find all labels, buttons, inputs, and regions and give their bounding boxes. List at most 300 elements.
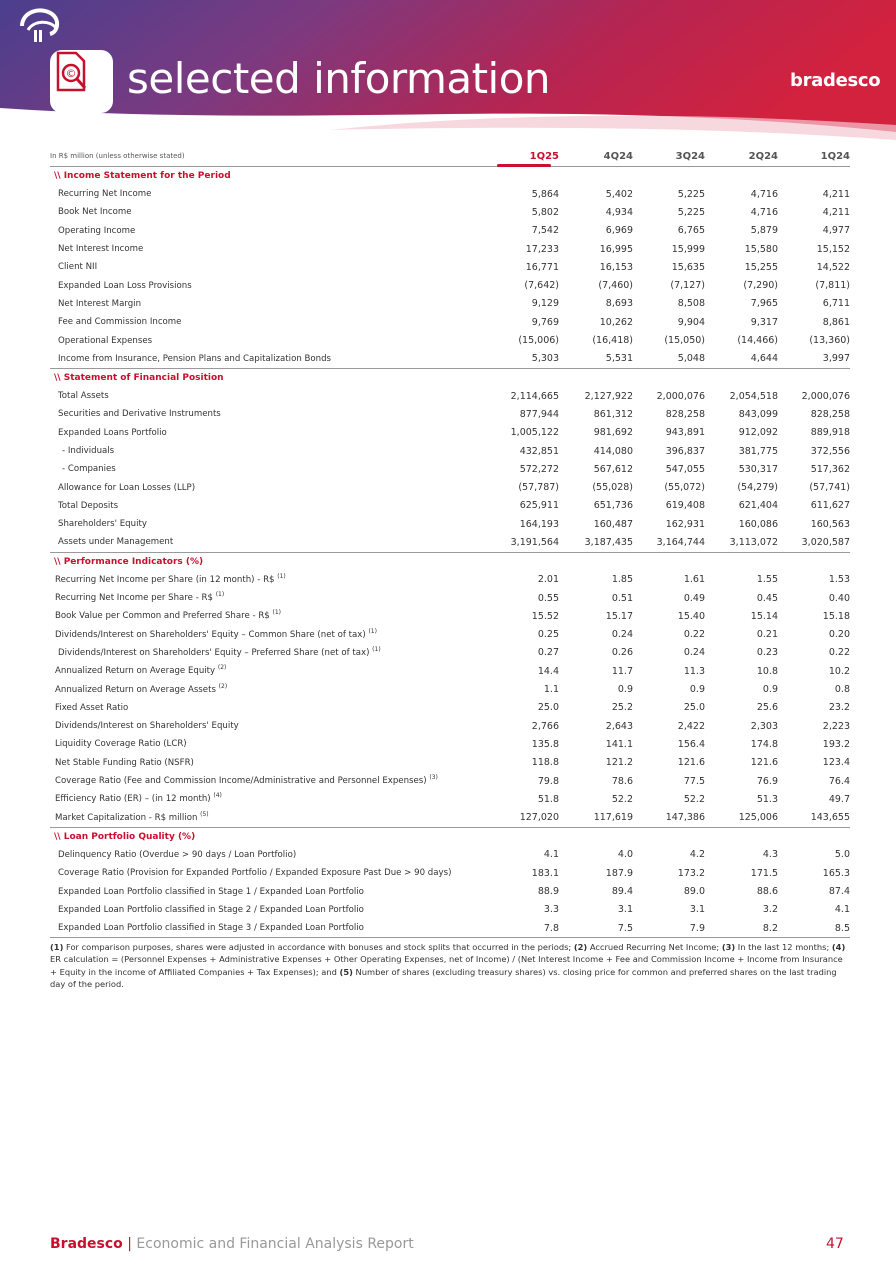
row-label-text: Expanded Loan Portfolio classified in Stage 2 / Expanded Loan Portfolio — [58, 904, 364, 915]
cell-value: 396,837 — [665, 445, 705, 457]
cell-value: 4,716 — [750, 188, 778, 200]
cell-value: 9,129 — [531, 298, 559, 310]
footnote-text: For comparison purposes, shares were adjusted in accordance with bonuses and stock splits that occurred in the periods; — [63, 942, 574, 952]
cell-value: 2,303 — [750, 720, 778, 732]
row-label — [50, 809, 488, 828]
column-header-1q24: 1Q24 — [820, 150, 850, 162]
cell-value: 23.2 — [828, 702, 850, 714]
cell-value: 193.2 — [822, 738, 850, 750]
cell-value: 0.55 — [537, 592, 559, 604]
cell-value: 5,048 — [633, 350, 705, 369]
column-header-1q25: 1Q25 — [488, 146, 559, 167]
cell-value: 0.40 — [828, 592, 850, 604]
table-header-row — [50, 146, 850, 167]
cell-value: 5,879 — [750, 225, 778, 237]
row-label-text: Fixed Asset Ratio — [55, 702, 129, 713]
row-label — [50, 258, 488, 276]
bradesco-logo-icon — [0, 0, 82, 70]
cell-value: 10.2 — [828, 665, 850, 677]
cell-value: 121.2 — [605, 757, 633, 769]
cell-value: (15,006) — [518, 335, 559, 347]
cell-value: 0.24 — [683, 647, 705, 659]
cell-value: 3,164,744 — [633, 533, 705, 552]
cell-value: (7,127) — [670, 280, 705, 292]
selected-information-table — [50, 146, 850, 938]
footnote-text: Accrued Recurring Net Income; — [587, 942, 722, 952]
cell-value: 15.52 — [531, 610, 559, 622]
cell-value: 164,193 — [519, 518, 559, 530]
cell-value: 4.2 — [689, 849, 705, 861]
cell-value: 183.1 — [531, 867, 559, 879]
cell-value: 619,408 — [665, 500, 705, 512]
cell-value: 87.4 — [828, 886, 850, 898]
table-row — [50, 331, 850, 349]
row-label — [50, 607, 488, 625]
table-row — [50, 680, 850, 698]
cell-value: 174.8 — [750, 738, 778, 750]
cell-value: 432,851 — [519, 445, 559, 457]
section-title: \\ Performance Indicators (%) — [54, 556, 204, 567]
cell-value: 5,864 — [531, 188, 559, 200]
row-label — [50, 754, 488, 772]
cell-value: 0.21 — [756, 629, 778, 641]
cell-value: 0.51 — [611, 592, 633, 604]
cell-value: 4.1 — [543, 849, 559, 861]
table-row — [50, 772, 850, 790]
footnote-ref: (3) — [429, 774, 438, 782]
footnote-ref: (1) — [215, 591, 225, 599]
footnote-ref: (1) — [277, 572, 286, 580]
footnote — [50, 941, 850, 991]
cell-value: 3,997 — [778, 350, 850, 369]
row-label — [50, 478, 488, 496]
cell-value: 5,225 — [677, 188, 705, 200]
section-header — [50, 827, 850, 846]
footnote-marker: (4) — [831, 942, 846, 952]
cell-value: 651,736 — [593, 500, 633, 512]
cell-value: 4,211 — [822, 188, 850, 200]
table-row — [50, 809, 850, 828]
row-label — [50, 699, 488, 717]
column-header-3q24: 3Q24 — [675, 150, 705, 162]
cell-value: (16,418) — [592, 335, 633, 347]
cell-value: 1.53 — [828, 574, 850, 586]
cell-value: 11.7 — [611, 665, 633, 677]
cell-value: (55,028) — [592, 482, 633, 494]
cell-value: 2,000,076 — [801, 390, 850, 402]
section-title: \\ Loan Portfolio Quality (%) — [54, 831, 196, 842]
unit-note: In R$ million (unless otherwise stated) — [50, 152, 185, 160]
cell-value: 14,522 — [816, 261, 850, 273]
cell-value: 3.3 — [543, 904, 559, 916]
cell-value: 0.22 — [828, 647, 850, 659]
cell-value: 123.4 — [822, 757, 850, 769]
row-label — [50, 589, 488, 607]
cell-value: 7.5 — [559, 919, 633, 938]
footnote-text: In the last 12 months; — [735, 942, 832, 952]
cell-value: 117,619 — [559, 809, 633, 828]
table-row — [50, 515, 850, 533]
cell-value: 52.2 — [683, 793, 705, 805]
cell-value: 10.8 — [756, 665, 778, 677]
row-label-text: Expanded Loans Portfolio — [58, 427, 167, 438]
table-row — [50, 607, 850, 625]
cell-value: 0.24 — [611, 629, 633, 641]
footnote-marker: (1) — [50, 942, 64, 952]
cell-value: 76.4 — [828, 775, 850, 787]
table-row — [50, 424, 850, 442]
cell-value: 25.6 — [756, 702, 778, 714]
cell-value: (7,811) — [815, 280, 850, 292]
cell-value: 530,317 — [738, 463, 778, 475]
cell-value: 160,487 — [593, 518, 633, 530]
cell-value: 381,775 — [738, 445, 778, 457]
cell-value: 889,918 — [810, 427, 850, 439]
table-row — [50, 240, 850, 258]
cell-value: 125,006 — [705, 809, 778, 828]
column-header-2q24: 2Q24 — [748, 150, 778, 162]
row-label — [50, 240, 488, 258]
row-label — [50, 772, 488, 790]
cell-value: 160,563 — [810, 518, 850, 530]
footnote-marker: (5) — [339, 966, 353, 977]
row-label — [50, 626, 488, 644]
cell-value: 77.5 — [683, 775, 705, 787]
cell-value: 1,005,122 — [510, 427, 559, 439]
row-label-text: Market Capitalization - R$ million — [55, 812, 198, 823]
cell-value: 0.9 — [617, 684, 633, 696]
row-label — [50, 717, 488, 735]
cell-value: 2,127,922 — [584, 390, 633, 402]
table-row — [50, 626, 850, 644]
cell-value: 5,802 — [531, 206, 559, 218]
cell-value: 8,861 — [822, 316, 850, 328]
cell-value: 621,404 — [738, 500, 778, 512]
row-label — [50, 644, 488, 662]
footnote-ref: (1) — [272, 609, 282, 617]
row-label-text: Liquidity Coverage Ratio (LCR) — [55, 739, 187, 750]
cell-value: 3,020,587 — [778, 533, 850, 552]
row-label — [50, 497, 488, 515]
table-row — [50, 350, 850, 369]
footnote-ref: (1) — [368, 627, 377, 635]
cell-value: 17,233 — [525, 243, 559, 255]
cell-value: 14.4 — [537, 665, 559, 677]
row-label-text: Allowance for Loan Losses (LLP) — [58, 482, 196, 493]
row-label-text: Operational Expenses — [58, 335, 153, 346]
row-label — [50, 919, 488, 938]
row-label-text: Dividends/Interest on Shareholders' Equity – Preferred Share (net of tax) — [58, 647, 370, 658]
cell-value: 15.14 — [750, 610, 778, 622]
cell-value: 6,969 — [605, 225, 633, 237]
cell-value: 147,386 — [633, 809, 705, 828]
cell-value: (54,279) — [737, 482, 778, 494]
row-label-text: Operating Income — [58, 225, 136, 236]
cell-value: 625,911 — [519, 500, 559, 512]
cell-value: 15,999 — [671, 243, 705, 255]
cell-value: 4,977 — [822, 225, 850, 237]
cell-value: 76.9 — [756, 775, 778, 787]
cell-value: 88.6 — [756, 886, 778, 898]
cell-value: 49.7 — [828, 793, 850, 805]
cell-value: 25.0 — [683, 702, 705, 714]
section-header — [50, 552, 850, 571]
row-label-text: Client NII — [58, 262, 98, 273]
table-row — [50, 405, 850, 423]
cell-value: 1.61 — [683, 574, 705, 586]
cell-value: 0.8 — [834, 684, 850, 696]
cell-value: 25.2 — [611, 702, 633, 714]
table-row — [50, 295, 850, 313]
cell-value: (7,290) — [743, 280, 778, 292]
cell-value: 165.3 — [822, 867, 850, 879]
row-label — [50, 405, 488, 423]
cell-value: 2,114,665 — [510, 390, 559, 402]
table-row — [50, 735, 850, 753]
cell-value: 2,766 — [531, 720, 559, 732]
cell-value: 16,995 — [599, 243, 633, 255]
cell-value: 187.9 — [605, 867, 633, 879]
cell-value: 4,211 — [822, 206, 850, 218]
cell-value: 8,508 — [677, 298, 705, 310]
row-label — [50, 571, 488, 589]
row-label-text: Book Value per Common and Preferred Share - R$ — [55, 611, 270, 622]
cell-value: 127,020 — [488, 809, 559, 828]
cell-value: 1.1 — [543, 684, 559, 696]
row-label-text: - Individuals — [62, 446, 115, 456]
row-label-text: - Companies — [62, 464, 116, 475]
row-label — [50, 350, 488, 369]
table-row — [50, 846, 850, 864]
cell-value: 2,054,518 — [729, 390, 778, 402]
cell-value: 121.6 — [750, 757, 778, 769]
cell-value: 943,891 — [665, 427, 705, 439]
cell-value: 9,317 — [750, 316, 778, 328]
cell-value: 8.5 — [778, 919, 850, 938]
cell-value: 51.3 — [756, 793, 778, 805]
cell-value: 121.6 — [677, 757, 705, 769]
row-label — [50, 515, 488, 533]
cell-value: 162,931 — [665, 518, 705, 530]
row-label — [50, 735, 488, 753]
cell-value: 51.8 — [537, 793, 559, 805]
row-label-text: Dividends/Interest on Shareholders' Equity — [55, 721, 239, 732]
row-label-text: Dividends/Interest on Shareholders' Equity – Common Share (net of tax) — [55, 629, 366, 640]
footnote-ref: (1) — [372, 645, 381, 653]
row-label — [50, 460, 488, 478]
table-body — [50, 167, 850, 938]
cell-value: 5,303 — [488, 350, 559, 369]
cell-value: 5,531 — [559, 350, 633, 369]
table-row — [50, 222, 850, 240]
row-label — [50, 203, 488, 221]
row-label — [50, 424, 488, 442]
table-row — [50, 258, 850, 276]
cell-value: 88.9 — [537, 886, 559, 898]
cell-value: 4.1 — [834, 904, 850, 916]
cell-value: 15,635 — [671, 261, 705, 273]
table-row — [50, 882, 850, 900]
section-title: \\ Income Statement for the Period — [54, 171, 231, 181]
row-label — [50, 790, 488, 808]
table-row — [50, 276, 850, 294]
section-header — [50, 368, 850, 387]
table-row — [50, 571, 850, 589]
cell-value: 912,092 — [738, 427, 778, 439]
table-row — [50, 478, 850, 496]
row-label — [50, 901, 488, 919]
row-label-text: Expanded Loan Portfolio classified in Stage 1 / Expanded Loan Portfolio — [58, 886, 364, 897]
footer-separator: | — [122, 1236, 137, 1252]
table-row — [50, 644, 850, 662]
row-label-text: Coverage Ratio (Fee and Commission Income/Administrative and Personnel Expenses) — [55, 776, 427, 787]
footnote-ref: (2) — [218, 682, 228, 690]
row-label-text: Net Interest Income — [58, 244, 144, 255]
cell-value: (14,466) — [737, 335, 778, 347]
page-number: 47 — [826, 1236, 844, 1252]
cell-value: 15,255 — [744, 261, 778, 273]
cell-value: 0.49 — [683, 592, 705, 604]
table-row — [50, 185, 850, 203]
cell-value: 5,402 — [605, 188, 633, 200]
cell-value: 611,627 — [810, 500, 850, 512]
cell-value: 143,655 — [778, 809, 850, 828]
row-label-text: Expanded Loan Portfolio classified in Stage 3 / Expanded Loan Portfolio — [58, 923, 364, 934]
cell-value: 118.8 — [531, 757, 559, 769]
row-label-text: Efficiency Ratio (ER) – (in 12 month) — [55, 794, 211, 805]
cell-value: 0.9 — [689, 684, 705, 696]
table-row — [50, 533, 850, 552]
cell-value: 52.2 — [611, 793, 633, 805]
cell-value: 5,225 — [677, 206, 705, 218]
cell-value: (7,460) — [598, 280, 633, 292]
cell-value: 7,542 — [531, 225, 559, 237]
row-label — [50, 331, 488, 349]
row-label — [50, 185, 488, 203]
table-row — [50, 387, 850, 405]
cell-value: 4,644 — [705, 350, 778, 369]
cell-value: 843,099 — [738, 408, 778, 420]
cell-value: 8.2 — [705, 919, 778, 938]
cell-value: 0.27 — [537, 647, 559, 659]
cell-value: 861,312 — [593, 408, 633, 420]
cell-value: 9,769 — [531, 316, 559, 328]
row-label-text: Total Assets — [58, 391, 109, 402]
table-row — [50, 442, 850, 460]
cell-value: 6,765 — [677, 225, 705, 237]
cell-value: 4,716 — [750, 206, 778, 218]
cell-value: 171.5 — [750, 867, 778, 879]
cell-value: 0.26 — [611, 647, 633, 659]
row-label — [50, 533, 488, 552]
cell-value: 160,086 — [738, 518, 778, 530]
cell-value: 2,223 — [822, 720, 850, 732]
footer-brand: Bradesco — [50, 1236, 123, 1252]
table-row — [50, 203, 850, 221]
cell-value: 2.01 — [537, 574, 559, 586]
table-row — [50, 717, 850, 735]
row-label — [50, 313, 488, 331]
cell-value: 372,556 — [810, 445, 850, 457]
row-label-text: Recurring Net Income — [58, 189, 152, 200]
section-header — [50, 167, 850, 186]
cell-value: 4,934 — [605, 206, 633, 218]
cell-value: (13,360) — [809, 335, 850, 347]
cell-value: 414,080 — [593, 445, 633, 457]
row-label-text: Recurring Net Income per Share - R$ — [55, 593, 213, 604]
row-label-text: Assets under Management — [58, 537, 174, 548]
cell-value: 7.8 — [488, 919, 559, 938]
cell-value: 2,422 — [677, 720, 705, 732]
table-row — [50, 919, 850, 938]
cell-value: (55,072) — [664, 482, 705, 494]
cell-value: 1.55 — [756, 574, 778, 586]
cell-value: 173.2 — [677, 867, 705, 879]
cell-value: 3.1 — [617, 904, 633, 916]
row-label-text: Delinquency Ratio (Overdue > 90 days / Loan Portfolio) — [58, 849, 297, 860]
footnote-ref: (2) — [217, 664, 227, 672]
cell-value: 78.6 — [611, 775, 633, 787]
cell-value: 16,153 — [599, 261, 633, 273]
footnote-marker: (2) — [573, 942, 588, 952]
cell-value: (57,741) — [809, 482, 850, 494]
cell-value: 0.23 — [756, 647, 778, 659]
row-label-text: Annualized Return on Average Assets — [55, 684, 216, 695]
svg-text:©: © — [65, 67, 77, 80]
row-label-text: Shareholders' Equity — [58, 519, 147, 530]
cell-value: 877,944 — [519, 408, 559, 420]
cell-value: 3,113,072 — [705, 533, 778, 552]
row-label — [50, 387, 488, 405]
cell-value: 828,258 — [810, 408, 850, 420]
row-label-text: Expanded Loan Loss Provisions — [58, 280, 192, 291]
cell-value: 15.18 — [822, 610, 850, 622]
cell-value: (57,787) — [518, 482, 559, 494]
cell-value: 4.3 — [762, 849, 778, 861]
cell-value: 0.45 — [756, 592, 778, 604]
table-row — [50, 662, 850, 680]
table-row — [50, 313, 850, 331]
footer-report-title: Economic and Financial Analysis Report — [136, 1236, 414, 1252]
row-label-text: Book Net Income — [58, 207, 132, 218]
cell-value: 567,612 — [593, 463, 633, 475]
cell-value: 828,258 — [665, 408, 705, 420]
cell-value: 15.40 — [677, 610, 705, 622]
row-label-text: Fee and Commission Income — [58, 317, 182, 328]
cell-value: 135.8 — [531, 738, 559, 750]
row-label-text: Coverage Ratio (Provision for Expanded Portfolio / Expanded Exposure Past Due > 90 days) — [58, 868, 452, 879]
footnote-ref: (4) — [213, 792, 222, 800]
row-label-text: Net Interest Margin — [58, 298, 142, 309]
page-header — [0, 0, 896, 140]
table-row — [50, 460, 850, 478]
cell-value: 15,580 — [744, 243, 778, 255]
cell-value: 89.0 — [683, 886, 705, 898]
cell-value: 3,191,564 — [488, 533, 559, 552]
cell-value: 15.17 — [605, 610, 633, 622]
row-label-text: Securities and Derivative Instruments — [58, 409, 221, 420]
cell-value: 4.0 — [617, 849, 633, 861]
table-row — [50, 790, 850, 808]
section-title: \\ Statement of Financial Position — [54, 372, 224, 383]
cell-value: 3.2 — [762, 904, 778, 916]
cell-value: 547,055 — [665, 463, 705, 475]
table-row — [50, 497, 850, 515]
cell-value: 79.8 — [537, 775, 559, 787]
cell-value: 9,904 — [677, 316, 705, 328]
table-row — [50, 589, 850, 607]
cell-value: 6,711 — [822, 298, 850, 310]
